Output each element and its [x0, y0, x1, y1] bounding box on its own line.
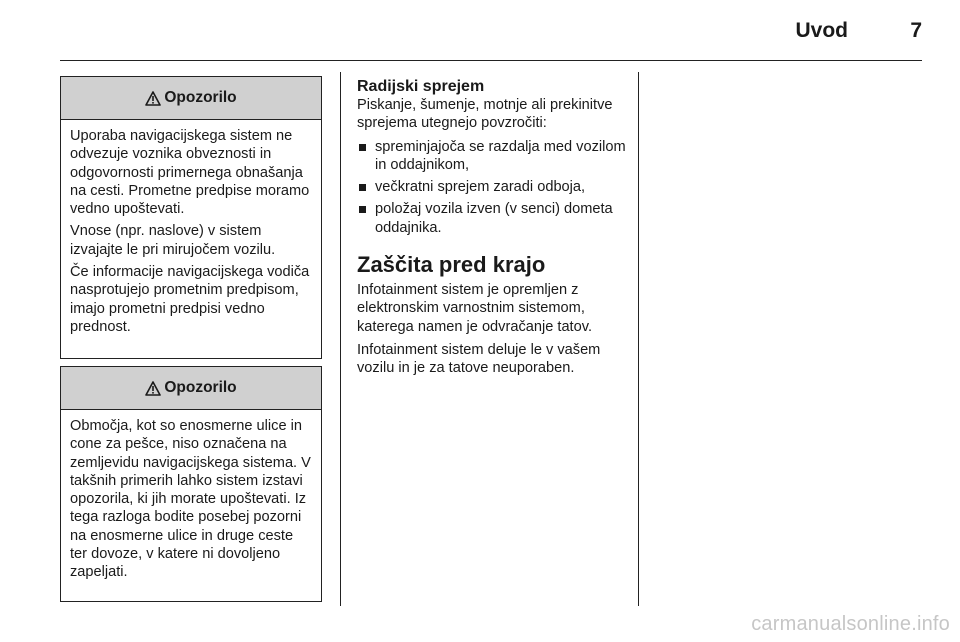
content-column [357, 78, 629, 383]
warning-triangle-icon [145, 381, 161, 396]
theft-protection-paragraph: Infotainment sistem deluje le v vašem vozilu in je za tatove neuporaben. [357, 341, 601, 377]
page-section-title: Uvod [795, 19, 848, 42]
watermark-text: carmanualsonline.info [751, 613, 950, 635]
radio-reception-intro: Piskanje, šumenje, motnje ali prekinitve sprejema utegnejo povzročiti: [357, 97, 613, 132]
bullet-square-icon [359, 144, 366, 151]
column-divider-right [638, 72, 639, 606]
warning-box-navigation [60, 76, 322, 359]
section-heading-theft-protection: Zaščita pred krajo [357, 252, 546, 278]
list-item [357, 138, 629, 175]
radio-reception-causes-list [357, 138, 629, 237]
list-item-text: spreminjajoča se razdalja med vozilom in oddajnikom, [375, 138, 626, 173]
warning-paragraph: Vnose (npr. naslove) v sistem izvajajte le pri mirujočem vozilu. [70, 223, 276, 258]
list-item-text: položaj vozila izven (v senci) dometa oddajnika. [375, 201, 613, 236]
list-item [357, 178, 629, 196]
warning-box-one-way-streets [60, 366, 322, 602]
warning-body [61, 410, 321, 590]
warning-heading: Opozorilo [164, 89, 237, 106]
list-item [357, 200, 629, 237]
bullet-square-icon [359, 184, 366, 191]
list-item-text: večkratni sprejem zaradi odboja, [375, 179, 586, 196]
warning-body [61, 120, 321, 344]
warning-paragraph: Uporaba navigacijskega sistem ne odvezuje voznika obveznosti in odgovornosti primernega obnašanja na cesti. Prometne predpise moramo vedno upoštevati. [70, 128, 310, 218]
section-heading-radio-reception: Radijski sprejem [357, 78, 485, 95]
warning-header [61, 77, 321, 120]
warning-triangle-icon [145, 91, 161, 106]
theft-protection-paragraph: Infotainment sistem je opremljen z elektronskim varnostnim sistemom, katerega namen je odvračanje tatov. [357, 282, 592, 335]
column-divider-left [340, 72, 341, 606]
warning-header [61, 367, 321, 410]
warning-paragraph: Območja, kot so enosmerne ulice in cone za pešce, niso označena na zemljevidu navigacijskega sistema. V takšnih primerih lahko sistem izstavi opozorila, ki jih morate upoštevati. Iz tega razloga bodite posebej pozorni na enosmerne ulice in druge ceste ter dovoze, v katere ni dovoljeno zapeljati. [70, 418, 311, 581]
warning-paragraph: Če informacije navigacijskega vodiča nasprotujejo prometnim predpisom, imajo prometni predpisi vedno prednost. [70, 264, 310, 335]
page-number: 7 [910, 19, 922, 42]
bullet-square-icon [359, 206, 366, 213]
header-divider [60, 60, 922, 61]
warning-heading: Opozorilo [164, 379, 237, 396]
